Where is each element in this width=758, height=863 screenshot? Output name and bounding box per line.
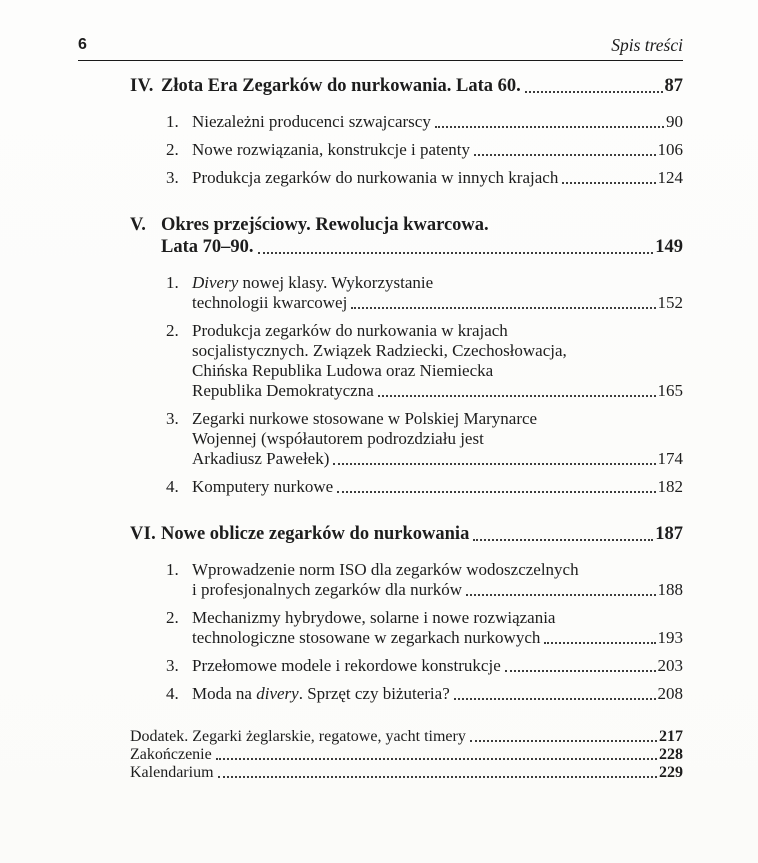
item-line xyxy=(192,273,683,293)
item-text xyxy=(192,321,683,401)
item-page-number: 152 xyxy=(657,293,683,312)
item-text xyxy=(192,273,683,313)
back-matter-entry-segment: Zakończenie xyxy=(130,746,212,763)
item-line xyxy=(192,112,683,132)
item-line xyxy=(192,656,683,676)
item-line-text xyxy=(192,580,462,600)
chapter-items xyxy=(130,273,683,497)
item-text xyxy=(192,656,683,676)
back-matter-entry-text xyxy=(130,764,214,782)
item-page-number: 165 xyxy=(657,381,683,400)
chapter-page-number: 87 xyxy=(664,76,683,96)
chapter-numeral: VI. xyxy=(130,524,157,544)
chapter-title-line xyxy=(161,214,683,236)
item-line-segment: Mechanizmy hybrydowe, solarne i nowe rozwiązania xyxy=(192,608,556,627)
item-line-segment: . Sprzęt czy biżuteria? xyxy=(298,684,450,703)
dot-leader xyxy=(454,698,656,700)
chapter-title-line-text xyxy=(161,236,254,258)
item-line-text xyxy=(192,656,501,676)
chapter-title-line-segment: Lata 70–90. xyxy=(161,237,254,257)
dot-leader xyxy=(544,642,655,644)
item-line-segment: socjalistycznych. Związek Radziecki, Czechosłowacja, xyxy=(192,341,567,360)
chapter-page-number: 187 xyxy=(655,524,683,544)
item-line-text xyxy=(192,684,450,704)
chapter-numeral: IV. xyxy=(130,76,154,96)
item-line-segment: Przełomowe modele i rekordowe konstrukcje xyxy=(192,656,501,675)
item-line-segment: i profesjonalnych zegarków dla nurków xyxy=(192,580,463,599)
back-matter-entry-segment: Dodatek. Zegarki żeglarskie, regatowe, yacht timery xyxy=(130,728,466,745)
item-line xyxy=(192,381,683,401)
item-line-segment: divery xyxy=(256,684,299,703)
dot-leader xyxy=(216,758,657,760)
item-number: 3. xyxy=(166,168,179,187)
toc-item xyxy=(166,140,683,160)
dot-leader xyxy=(474,154,655,156)
chapter-title xyxy=(161,523,683,545)
item-line-text xyxy=(192,628,540,648)
dot-leader xyxy=(562,182,655,184)
chapter-title xyxy=(161,75,683,97)
chapter-page-number: 149 xyxy=(655,237,683,257)
item-line-text xyxy=(192,168,558,188)
toc-item xyxy=(166,684,683,704)
item-line-segment: Chińska Republika Ludowa oraz Niemiecka xyxy=(192,361,494,380)
item-line-text xyxy=(192,381,374,401)
item-number: 4. xyxy=(166,684,179,703)
item-page-number: 106 xyxy=(657,140,683,159)
dot-leader xyxy=(258,252,654,254)
toc-item xyxy=(166,608,683,648)
dot-leader xyxy=(351,307,655,309)
item-line xyxy=(192,321,683,341)
item-line-segment: nowej klasy. Wykorzystanie xyxy=(238,273,434,292)
item-line xyxy=(192,580,683,600)
item-line xyxy=(192,293,683,313)
item-page-number: 208 xyxy=(657,684,683,703)
item-text xyxy=(192,409,683,469)
folio-page-number: 6 xyxy=(78,36,87,53)
chapter-title-line xyxy=(161,236,683,258)
item-text xyxy=(192,112,683,132)
item-text xyxy=(192,168,683,188)
item-line-segment: Arkadiusz Pawełek) xyxy=(192,449,330,468)
item-number: 4. xyxy=(166,477,179,496)
item-line xyxy=(192,429,683,449)
toc-item xyxy=(166,273,683,313)
item-line-segment: Niezależni producenci szwajcarscy xyxy=(192,112,431,131)
toc-item xyxy=(166,477,683,497)
item-line xyxy=(192,341,683,361)
dot-leader xyxy=(337,491,655,493)
dot-leader xyxy=(473,539,653,541)
item-line-segment: technologiczne stosowane w zegarkach nurkowych xyxy=(192,628,541,647)
item-text xyxy=(192,684,683,704)
dot-leader xyxy=(525,91,663,93)
item-line xyxy=(192,140,683,160)
item-line-segment: Produkcja zegarków do nurkowania w krajach xyxy=(192,321,508,340)
item-number: 1. xyxy=(166,112,179,131)
toc-item xyxy=(166,560,683,600)
item-page-number: 182 xyxy=(657,477,683,496)
chapter-title xyxy=(161,214,683,258)
item-line-segment: Republika Demokratyczna xyxy=(192,381,374,400)
toc-item xyxy=(166,168,683,188)
item-line-segment: Wprowadzenie norm ISO dla zegarków wodoszczelnych xyxy=(192,560,579,579)
chapter-title-line-segment: Nowe oblicze zegarków do nurkowania xyxy=(161,524,470,544)
item-line xyxy=(192,361,683,381)
item-line-segment: Wojennej (współautorem podrozdziału jest xyxy=(192,429,484,448)
toc-chapter xyxy=(130,523,683,704)
item-page-number: 188 xyxy=(657,580,683,599)
item-page-number: 193 xyxy=(657,628,683,647)
toc-item xyxy=(166,409,683,469)
item-line-text xyxy=(192,140,470,160)
item-line-text xyxy=(192,293,347,313)
back-matter-entry-text xyxy=(130,728,466,746)
item-text xyxy=(192,140,683,160)
item-line xyxy=(192,477,683,497)
toc xyxy=(78,75,683,704)
item-line xyxy=(192,628,683,648)
chapter-title-row xyxy=(130,214,683,258)
chapter-title-segment: Okres przejściowy. Rewolucja kwarcowa. xyxy=(161,215,489,235)
dot-leader xyxy=(378,395,656,397)
item-number: 3. xyxy=(166,656,179,675)
toc-chapter xyxy=(130,75,683,188)
running-title: Spis treści xyxy=(611,35,683,55)
item-line-segment: Komputery nurkowe xyxy=(192,477,334,496)
chapter-title-line-text xyxy=(161,523,469,545)
dot-leader xyxy=(218,776,657,778)
back-matter-page-number: 228 xyxy=(659,746,683,763)
item-line-segment: Divery xyxy=(192,273,239,292)
item-page-number: 90 xyxy=(666,112,683,131)
back-matter-page-number: 217 xyxy=(659,728,683,745)
item-line xyxy=(192,608,683,628)
item-line xyxy=(192,168,683,188)
item-line xyxy=(192,560,683,580)
item-number: 3. xyxy=(166,409,179,428)
dot-leader xyxy=(470,740,657,742)
item-text xyxy=(192,477,683,497)
chapter-title-line xyxy=(161,75,683,97)
item-line xyxy=(192,449,683,469)
dot-leader xyxy=(435,126,664,128)
item-line-segment: Zegarki nurkowe stosowane w Polskiej Marynarce xyxy=(192,409,538,428)
item-line xyxy=(192,684,683,704)
back-matter-page-number: 229 xyxy=(659,764,683,781)
item-line-segment: Produkcja zegarków do nurkowania w innych krajach xyxy=(192,168,559,187)
item-line-text xyxy=(192,112,431,132)
back-matter-entry-text xyxy=(130,746,212,764)
item-line xyxy=(192,409,683,429)
back-matter-entry xyxy=(130,764,683,782)
item-number: 2. xyxy=(166,140,179,159)
dot-leader xyxy=(505,670,656,672)
back-matter-entry xyxy=(130,746,683,764)
chapter-title-line-text xyxy=(161,75,521,97)
item-line-text xyxy=(192,449,329,469)
chapter-title-row xyxy=(130,75,683,97)
item-line-text xyxy=(192,477,333,497)
toc-chapter xyxy=(130,214,683,497)
toc-item xyxy=(166,321,683,401)
item-number: 2. xyxy=(166,608,179,627)
item-text xyxy=(192,560,683,600)
dot-leader xyxy=(466,594,655,596)
item-line-segment: technologii kwarcowej xyxy=(192,293,348,312)
toc-item xyxy=(166,656,683,676)
item-line-segment: Moda na xyxy=(192,684,257,703)
item-text xyxy=(192,608,683,648)
dot-leader xyxy=(333,463,655,465)
item-line-segment: Nowe rozwiązania, konstrukcje i patenty xyxy=(192,140,471,159)
back-matter-entry-segment: Kalendarium xyxy=(130,764,214,781)
chapter-title-line-segment: Złota Era Zegarków do nurkowania. Lata 60. xyxy=(161,76,521,96)
chapter-numeral: V. xyxy=(130,215,147,235)
item-page-number: 124 xyxy=(657,168,683,187)
back-matter-entry xyxy=(130,728,683,746)
back-matter xyxy=(78,728,683,782)
chapter-title-row xyxy=(130,523,683,545)
item-page-number: 203 xyxy=(657,656,683,675)
page-header xyxy=(78,34,683,61)
chapter-items xyxy=(130,112,683,188)
item-number: 1. xyxy=(166,273,179,292)
chapter-items xyxy=(130,560,683,704)
chapter-title-line xyxy=(161,523,683,545)
toc-item xyxy=(166,112,683,132)
item-page-number: 174 xyxy=(657,449,683,468)
item-number: 2. xyxy=(166,321,179,340)
item-number: 1. xyxy=(166,560,179,579)
